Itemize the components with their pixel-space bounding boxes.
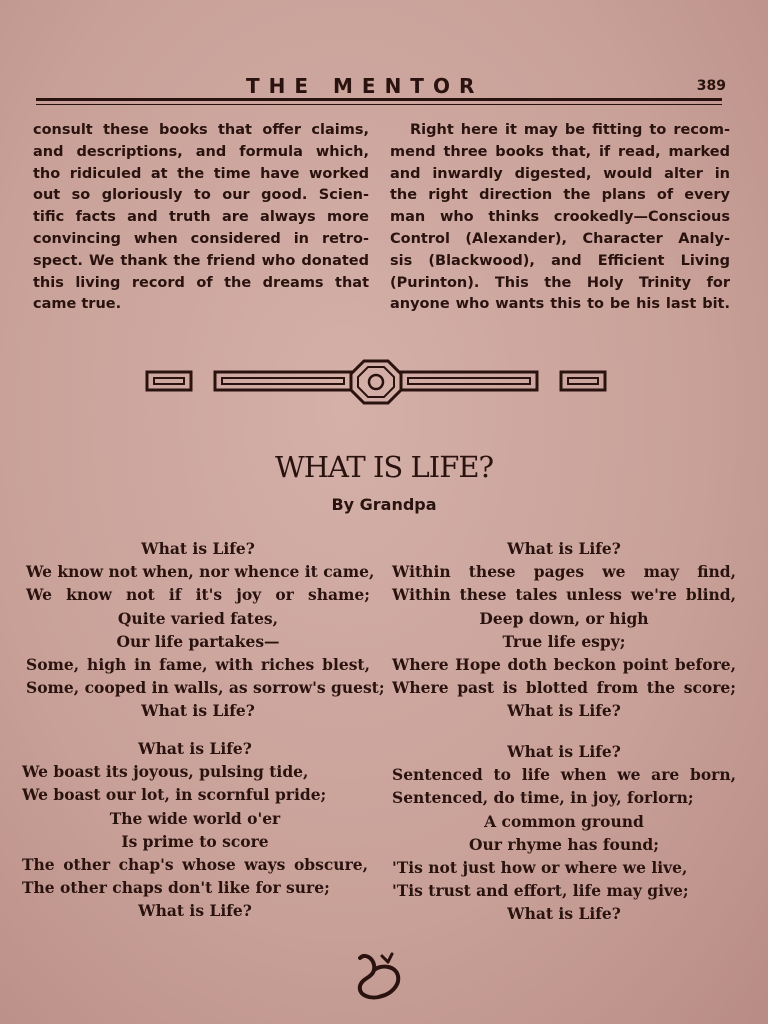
poem-byline: By Grandpa	[331, 495, 437, 514]
poem-line: We boast its joyous, pulsing tide,	[22, 762, 309, 782]
poem-stanza	[392, 537, 736, 723]
poem-line: The wide world o'er	[109, 808, 281, 828]
poem-line: What is Life?	[507, 742, 621, 761]
prose-column-right	[390, 120, 730, 316]
header-rule-thin	[36, 104, 722, 105]
poem-line: We boast our lot, in scornful pride;	[22, 785, 327, 805]
poem-line: What is Life?	[507, 701, 621, 721]
prose-line: and inwardly digested, would alter in	[390, 165, 730, 182]
poem-line: A common ground	[484, 811, 644, 831]
poem-line: Our life partakes—	[116, 631, 280, 651]
poem-line: Where Hope doth beckon point before,	[392, 655, 736, 675]
prose-line: the right direction the plans of every	[390, 187, 730, 204]
poem-line: What is Life?	[141, 701, 255, 721]
prose-line: tho ridiculed at the time have worked	[33, 165, 369, 182]
poem-line: The other chap's whose ways obscure,	[22, 855, 368, 875]
prose-line: tific facts and truth are always more	[33, 209, 369, 226]
prose-line: consult these books that offer claims,	[33, 122, 369, 138]
poem-stanza	[26, 537, 385, 723]
poem-line: Is prime to score	[121, 831, 269, 851]
poem-line: 'Tis not just how or where we live,	[392, 858, 688, 878]
prose-line: this living record of the dreams that	[33, 274, 369, 291]
poem-line: What is Life?	[138, 901, 252, 921]
poem-line: Deep down, or high	[479, 608, 649, 628]
poem-line: We know not if it's joy or shame;	[26, 585, 370, 605]
prose-line: and descriptions, and formula which,	[33, 143, 369, 160]
poem-line: 'Tis trust and effort, life may give;	[392, 881, 689, 901]
prose-line: Control (Alexander), Character Analy-	[390, 230, 730, 247]
poem-line: Some, cooped in walls, as sorrow's guest;	[26, 678, 385, 698]
poem-stanza	[392, 740, 736, 926]
prose-line: out so gloriously to our good. Scien-	[33, 187, 369, 204]
prose-line: convincing when considered in retro-	[33, 230, 369, 247]
poem-line: What is Life?	[507, 539, 621, 558]
poem-line: What is Life?	[507, 904, 621, 924]
poem-line: True life espy;	[502, 631, 626, 651]
poem-line: Sentenced to life when we are born,	[392, 765, 736, 785]
running-title: THE MENTOR	[246, 74, 484, 98]
prose-line: spect. We thank the friend who donated	[33, 252, 369, 269]
poem-line: Some, high in fame, with riches blest,	[26, 655, 370, 675]
poem-line: Sentenced, do time, in joy, forlorn;	[392, 788, 694, 808]
poem-line: What is Life?	[138, 739, 252, 758]
prose-line: mend three books that, if read, marked	[390, 143, 730, 160]
prose-line: anyone who wants this to be his last bit.	[390, 296, 730, 313]
prose-line: sis (Blackwood), and Efficient Living	[390, 252, 730, 269]
page-number: 389	[696, 78, 726, 94]
prose-line: man who thinks crookedly—Conscious	[390, 209, 730, 226]
poem-line: Within these pages we may find,	[392, 562, 736, 582]
poem-line: Where past is blotted from the score;	[392, 678, 736, 698]
poem-line: Quite varied fates,	[117, 608, 279, 628]
header-rule-thick	[36, 98, 722, 101]
poem-stanza	[22, 737, 368, 923]
poem-line: Our rhyme has found;	[469, 834, 659, 854]
prose-line: (Purinton). This the Holy Trinity for	[390, 274, 730, 291]
poem-line: We know not when, nor whence it came,	[26, 562, 375, 582]
prose-line: came true.	[33, 296, 122, 313]
publisher-monogram-icon	[352, 948, 408, 1004]
ornamental-divider-icon	[145, 358, 607, 406]
poem-line: What is Life?	[141, 539, 255, 558]
poem-line: The other chaps don't like for sure;	[22, 878, 330, 898]
poem-title: WHAT IS LIFE?	[274, 450, 494, 484]
prose-column-left	[33, 120, 369, 316]
poem-line: Within these tales unless we're blind,	[392, 585, 736, 605]
prose-line: Right here it may be fitting to recom-	[410, 122, 730, 138]
